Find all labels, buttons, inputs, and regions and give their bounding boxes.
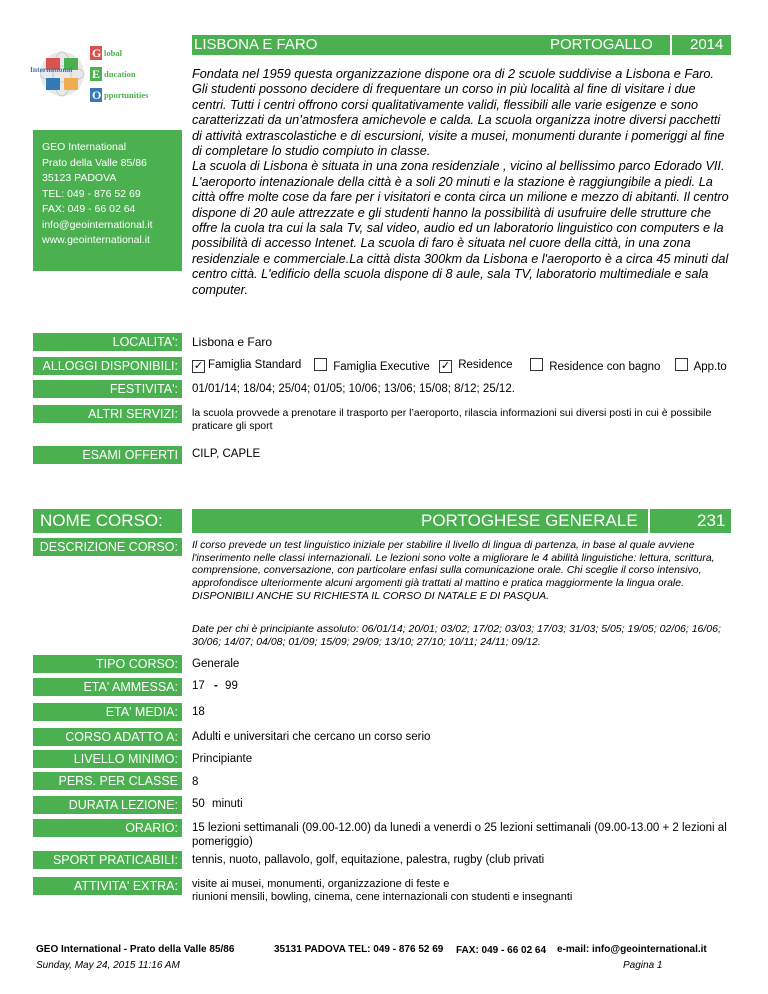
course-code: 231 bbox=[697, 511, 726, 530]
intro-text: Fondata nel 1959 questa organizzazione dispone ora di 2 scuole suddivise a Lisbona e Faro. Gli studenti possono decidere di frequentare un corso in più località al fine di visitare i due centri. Tutti i centri offrono corsi qualitativamente validi, flessibili alle varie esigenze e sono caratterizzati da un’atmosfera amichevole e calda. La scuola organizza inotre diversi pacchetti di attività extrascolastiche e di escursioni, visite a musei, monumenti durante i pomeriggi al fine di completare lo studio compiuto in classe. La scuola di Lisbona è situata in una zona residenziale , vicino al bellissimo parco Edorado VII. L'aeroporto intenazionale della città è a soli 20 minuti e la stazione è raggiungibile a piedi. La città offre molte cose da fare per i visitatori e conta circa un milione e mezzo di abitanti. Il centro dispone di 20 aule attrezzate e gli studenti hanno la possibilità di usufruire delle strutture che offre la cuola tra cui la sala Tv, sal video, audio ed un laboratorio linguistico con computers e la possibilità di accesso Intenet. La scuola di faro è situata nel cuore della città, in una zona residenziale e commerciale.La città dista 300km da Lisbona e l'aeroporto è a circa 45 minuti dal centro città. L'edificio della scuola dispone di 8 aule, sala TV, laboratorio multimediale e sala computer. bbox=[192, 67, 729, 297]
descrizione-value: Il corso prevede un test linguistico iniziale per stabilire il livello di lingua di partenza, in base al quale avviene l'inserimento nelle classi internazionali. Le lezioni sono volte a migliorare le 4 abilità linguistiche: lettura, scrittura, comprensione, conversazione, con particolare enfasi sulla comunicazione orale. Chi sceglie il corso intensivo, approfondisce ulteriormente alcuni argomenti già trattati al mattino e pratica maggiormente la lingua orale. DISPONIBILI ANCHE SU RICHIESTA IL CORSO DI NATALE E DI PASQUA. bbox=[192, 539, 715, 602]
servizi-value: la scuola provvede a prenotare il trasporto per l’aeroporto, rilascia informazioni sui diversi posti in cui è possibile praticare gli sport bbox=[192, 407, 712, 432]
festivita-value: 01/01/14; 18/04; 25/04; 01/05; 10/06; 13/06; 15/08; 8/12; 25/12. bbox=[192, 383, 515, 395]
footer-page: Pagina 1 bbox=[623, 960, 663, 971]
alloggio-residence-bagno: Residence con bagno bbox=[530, 358, 660, 374]
course-name: PORTOGHESE GENERALE bbox=[421, 511, 638, 530]
header-divider bbox=[670, 35, 672, 55]
extra-label: ATTIVITA' EXTRA: bbox=[33, 877, 182, 895]
alloggio-residence: ✓ Residence bbox=[440, 359, 513, 372]
alloggio-appartamento: App.to bbox=[675, 358, 727, 374]
durata-unit: minuti bbox=[212, 798, 243, 810]
checkbox-empty-icon bbox=[530, 358, 543, 371]
descrizione-label: DESCRIZIONE CORSO: bbox=[33, 538, 182, 556]
checkbox-empty-icon bbox=[314, 358, 327, 371]
header-banner bbox=[192, 35, 731, 55]
contact-address: Prato della Valle 85/86 bbox=[42, 156, 147, 169]
festivita-label: FESTIVITA': bbox=[33, 380, 182, 398]
footer-email: e-mail: info@geointernational.it bbox=[557, 944, 707, 955]
footer-city-tel: 35131 PADOVA TEL: 049 - 876 52 69 bbox=[274, 944, 444, 955]
pers-value: 8 bbox=[192, 776, 199, 788]
footer-date: Sunday, May 24, 2015 11:16 AM bbox=[36, 960, 180, 971]
eta-max: 99 bbox=[225, 680, 238, 692]
checkbox-checked-icon: ✓ bbox=[193, 360, 204, 372]
logo-global: lobal bbox=[104, 48, 122, 58]
esami-value: CILP, CAPLE bbox=[192, 448, 261, 460]
adatto-value: Adulti e universitari che cercano un corso serio bbox=[192, 731, 431, 743]
checkbox-checked-icon: ✓ bbox=[440, 360, 451, 372]
pers-label: PERS. PER CLASSE bbox=[33, 772, 182, 790]
date-principianti: Date per chi è principiante assoluto: 06/01/14; 20/01; 03/02; 17/02; 03/03; 17/03; 31/03; 5/05; 19/05; 02/06; 16/06; 30/06; 14/07; 04/08; 01/09; 15/09; 29/09; 13/10; 27/10; 10/11; 24/11; 09/12. bbox=[192, 623, 721, 648]
course-divider bbox=[648, 509, 650, 533]
logo-letter-e: E bbox=[92, 67, 101, 81]
extra-value: visite ai musei, monumenti, organizzazione di feste e riunioni mensili, bowling, cinema, cene internazionali con studenti e insegnanti bbox=[192, 878, 573, 903]
sport-label: SPORT PRATICABILI: bbox=[33, 851, 182, 869]
contact-city: 35123 PADOVA bbox=[42, 172, 117, 184]
course-banner bbox=[192, 509, 731, 533]
logo-international: International bbox=[30, 65, 73, 74]
durata-number: 50 bbox=[192, 798, 205, 810]
media-value: 18 bbox=[192, 706, 205, 718]
logo-education: ducation bbox=[104, 69, 136, 79]
durata-value bbox=[192, 797, 243, 811]
media-label: ETA' MEDIA: bbox=[33, 703, 182, 721]
header-title: LISBONA E FARO bbox=[194, 36, 318, 53]
checkbox-empty-icon bbox=[675, 358, 688, 371]
alloggio-famiglia-executive: Famiglia Executive bbox=[314, 358, 430, 374]
alloggi-label: ALLOGGI DISPONIBILI: bbox=[33, 357, 182, 375]
eta-sep: - bbox=[214, 680, 218, 692]
logo-opportunities: pportunities bbox=[104, 90, 149, 100]
header-year: 2014 bbox=[690, 36, 724, 53]
footer-fax: FAX: 049 - 66 02 64 bbox=[456, 945, 547, 956]
course-name-label: NOME CORSO: bbox=[33, 509, 182, 533]
alloggio-famiglia-standard: ✓ Famiglia Standard bbox=[193, 359, 302, 372]
contact-box bbox=[33, 130, 182, 271]
logo-letter-g: G bbox=[92, 46, 102, 60]
contact-email: info@geointernational.it bbox=[42, 218, 153, 231]
livello-label: LIVELLO MINIMO: bbox=[33, 750, 182, 768]
eta-value bbox=[192, 679, 238, 693]
durata-label: DURATA LEZIONE: bbox=[33, 796, 182, 814]
eta-label: ETA' AMMESSA: bbox=[33, 678, 182, 696]
localita-value: Lisbona e Faro bbox=[192, 335, 273, 349]
eta-min: 17 bbox=[192, 680, 205, 692]
orario-label: ORARIO: bbox=[33, 819, 182, 837]
contact-web: www.geointernational.it bbox=[42, 234, 150, 246]
adatto-label: CORSO ADATTO A: bbox=[33, 728, 182, 746]
localita-label: LOCALITA': bbox=[33, 333, 182, 351]
footer-address: GEO International - Prato della Valle 85/86 bbox=[36, 944, 235, 955]
contact-name: GEO International bbox=[42, 141, 127, 153]
esami-label: ESAMI OFFERTI bbox=[33, 446, 182, 464]
geo-logo bbox=[30, 38, 182, 108]
contact-fax: FAX: 049 - 66 02 64 bbox=[42, 203, 136, 215]
logo-letter-o: O bbox=[92, 88, 102, 102]
tipo-value: Generale bbox=[192, 658, 240, 670]
servizi-label: ALTRI SERVIZI: bbox=[33, 405, 182, 423]
tipo-label: TIPO CORSO: bbox=[33, 655, 182, 673]
livello-value: Principiante bbox=[192, 753, 253, 765]
orario-value: 15 lezioni settimanali (09.00-12.00) da lunedi a venerdi o 25 lezioni settimanali (09.00-13.00 + 2 lezioni al pomeriggio) bbox=[192, 822, 727, 848]
sport-value: tennis, nuoto, pallavolo, golf, equitazione, palestra, rugby (club privati bbox=[192, 854, 545, 866]
header-country: PORTOGALLO bbox=[550, 36, 653, 53]
contact-tel: TEL: 049 - 876 52 69 bbox=[42, 187, 141, 200]
